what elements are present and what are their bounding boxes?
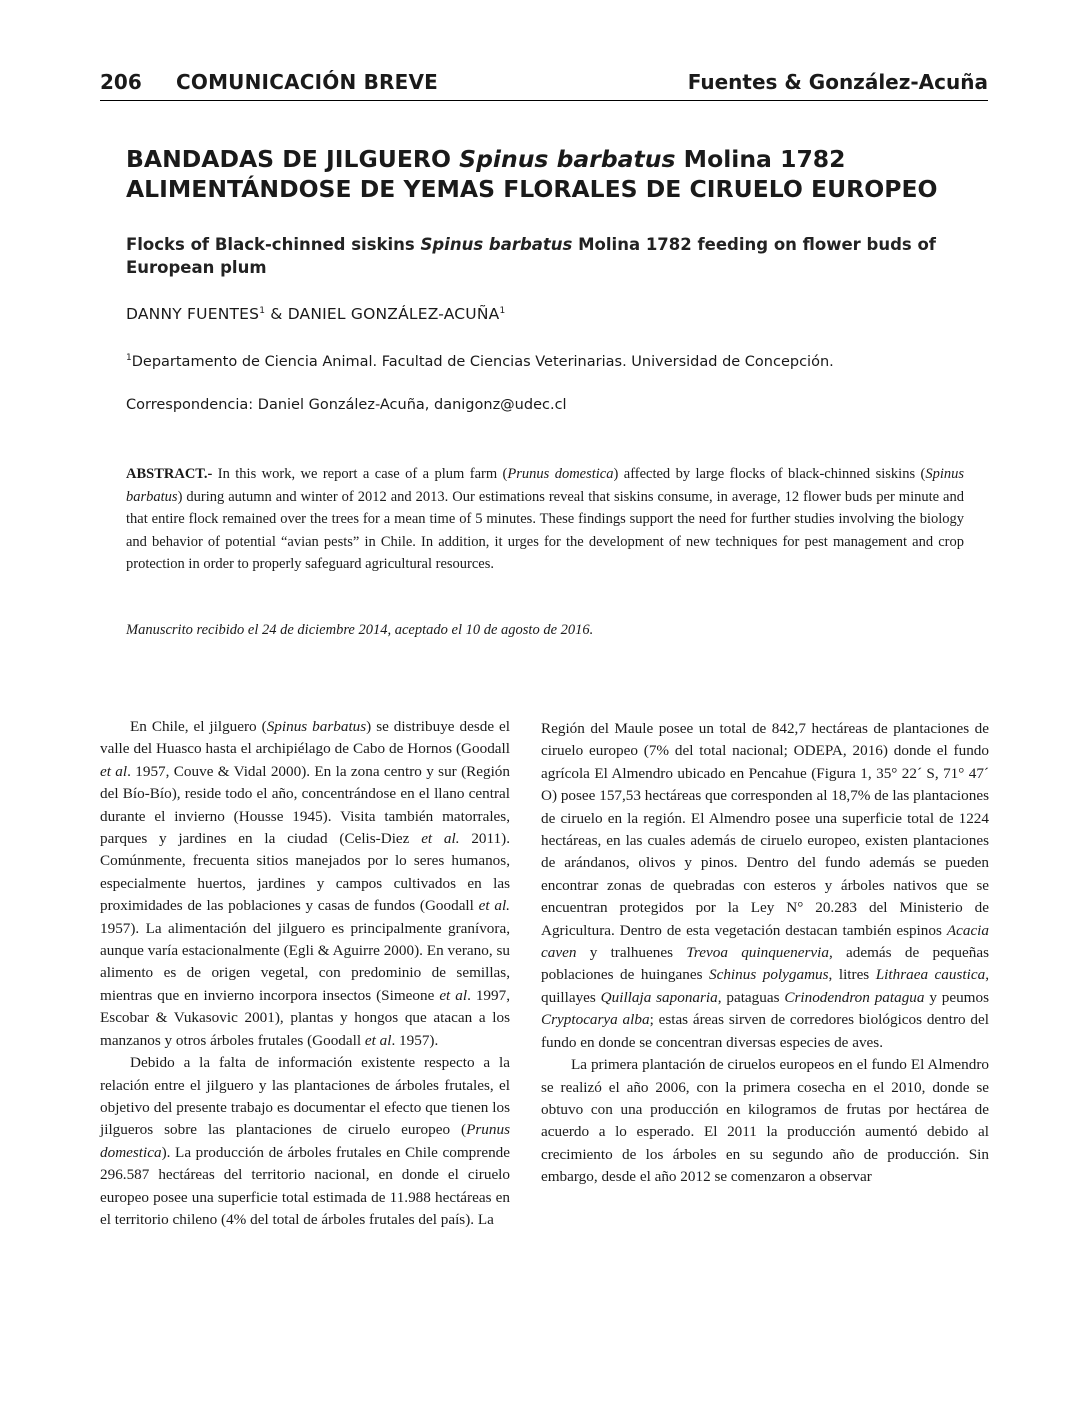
author-2: DANIEL GONZÁLEZ-ACUÑA <box>287 305 500 323</box>
paragraph: Debido a la falta de información existente respecto a la relación entre el jilguero y las plantaciones de árboles frutales, el objetivo del presente trabajo es documentar el efecto que tienen los jilgueros sobre las plantaciones de ciruelo europeo (Prunus domestica). La producción de árboles frutales en Chile comprende 296.587 hectáreas del territorio nacional, en donde el ciruelo europeo posee una superficie total estimada de 11.988 hectáreas en el territorio chileno (4% del total de árboles frutales del país). La <box>100 1054 510 1228</box>
body-left-column <box>100 716 510 1231</box>
running-authors: Fuentes & González-Acuña <box>687 70 988 94</box>
article-title: BANDADAS DE JILGUERO Spinus barbatus Molina 1782 ALIMENTÁNDOSE DE YEMAS FLORALES DE CIRUELO EUROPEO <box>126 145 938 203</box>
abstract: ABSTRACT.- In this work, we report a case of a plum farm (Prunus domestica) affected by large flocks of black-chinned siskins (Spinus barbatus) during autumn and winter of 2012 and 2013. Our estimations reveal that siskins consume, in average, 12 flower buds per minute and that entire flock remained over the trees for a mean time of 5 minutes. These findings support the need for further studies involving the biology and behavior of potential “avian pests” in Chile. In addition, it urges for the development of new techniques for pest management and crop protection in order to properly safeguard agricultural resources. <box>126 466 965 572</box>
body-right-column <box>541 718 989 1189</box>
paragraph: Región del Maule posee un total de 842,7 hectáreas de plantaciones de ciruelo europeo (7% del total nacional; ODEPA, 2016) donde el fundo agrícola El Almendro ubicado en Pencahue (Figura 1, 35° 22´ S, 71° 47´ O) posee 157,53 hectáreas que corresponden al 18,7% de las plantaciones de ciruelo en la región. El Almendro posee una superficie total de 1224 hectáreas, en las cuales además de ciruelo europeo, existen plantaciones de arándanos, olivos y pinos. Dentro del fundo además se pueden encontrar zonas de quebradas con esteros y árboles nativos que se encuentran protegidos por la Ley N° 20.283 del Ministerio de Agricultura. Dentro de esta vegetación destacan también espinos Acacia caven y tralhuenes Trevoa quinquenervia, además de pequeñas poblaciones de huinganes Schinus polygamus, litres Lithraea caustica, quillayes Quillaja saponaria, pataguas Crinodendron patagua y peumos Cryptocarya alba; estas áreas sirven de corredores biológicos dentro del fundo en donde se concentran diversas especies de aves. <box>541 720 989 1051</box>
article-subtitle: Flocks of Black-chinned siskins Spinus barbatus Molina 1782 feeding on flower buds of European plum <box>126 235 936 277</box>
author-list: DANNY FUENTES$^1$ & DANIEL GONZÁLEZ-ACUÑA$^1$ <box>126 305 506 323</box>
paragraph: La primera plantación de ciruelos europeos en el fundo El Almendro se realizó el año 2006, con la primera cosecha en el 2010, donde se obtuvo con una producción en kilogramos de frutas por hectárea de acuerdo a lo esperado. El 2011 la producción aumentó debido al crecimiento de los árboles en su segundo año de producción. Sin embargo, desde el año 2012 se comenzaron a observar <box>541 1056 989 1186</box>
title-line-2: ALIMENTÁNDOSE DE YEMAS FLORALES DE CIRUELO EUROPEO <box>126 175 938 203</box>
paragraph: En Chile, el jilguero (Spinus barbatus) se distribuye desde el valle del Huasco hasta el archipiélago de Cabo de Hornos (Goodall et al. 1957, Couve & Vidal 2000). En la zona centro y sur (Región del Bío-Bío), reside todo el año, concentrándose en el llano central durante el invierno (Housse 1945). Visita también matorrales, parques y jardines en la ciudad (Celis-Diez et al. 2011). Comúnmente, frecuenta sitios manejados por lo seres humanos, especialmente huertos, jardines y campos cultivados en las proximidades de las poblaciones y casas de fundos (Goodall et al. 1957). La alimentación del jilguero es principalmente granívora, aunque varía estacionalmente (Egli & Aguirre 2000). En verano, su alimento es de origen vegetal, con predominio de semillas, mientras que en invierno incorpora insectos (Simeone et al. 1997, Escobar & Vukasovic 2001), plantas y hongos que atacan a los manzanos y otros árboles frutales (Goodall et al. 1957). <box>100 718 511 1049</box>
correspondence: Correspondencia: Daniel González-Acuña, danigonz@udec.cl <box>126 397 567 413</box>
received-date: Manuscrito recibido el 24 de diciembre 2014, aceptado el 10 de agosto de 2016. <box>126 622 594 638</box>
affiliation: $^1$Departamento de Ciencia Animal. Facultad de Ciencias Veterinarias. Universidad de Concepción. <box>126 353 834 370</box>
abstract-label: ABSTRACT.- <box>126 466 213 482</box>
section-label: COMUNICACIÓN BREVE <box>176 70 439 94</box>
title-species: Spinus barbatus <box>459 145 676 173</box>
author-1: DANNY FUENTES <box>126 305 260 323</box>
page-number: 206 <box>100 70 142 94</box>
running-header <box>100 70 988 101</box>
subtitle-species: Spinus barbatus <box>420 235 573 254</box>
